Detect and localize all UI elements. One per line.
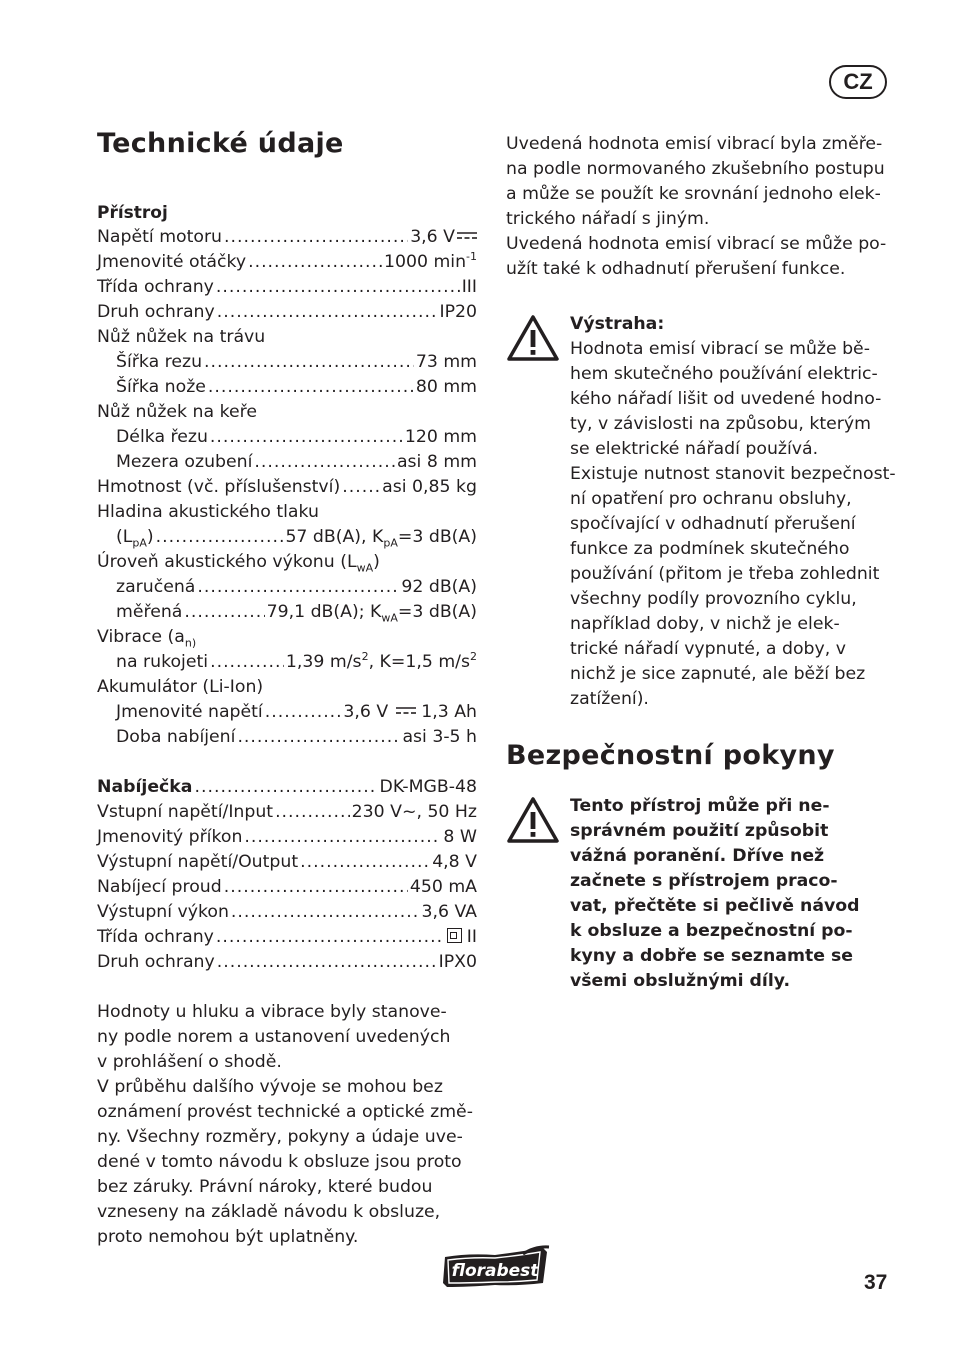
spec-value: asi 8 mm bbox=[396, 452, 477, 472]
spec-value: II bbox=[447, 925, 477, 950]
warning-triangle-icon bbox=[506, 314, 560, 362]
device-heading: Přístroj bbox=[97, 203, 168, 223]
spec-value: IP20 bbox=[439, 302, 477, 322]
spec-label: Jmenovité otáčky bbox=[97, 252, 247, 272]
shrub-blade-heading: Nůž nůžek na keře bbox=[97, 402, 257, 422]
sound-pressure-heading: Hladina akustického tlaku bbox=[97, 502, 319, 522]
spec-row-cut-length bbox=[97, 425, 477, 450]
safety-text: Tento přístroj může při ne- správném použití způsobit vážná poranění. Dříve než začnete s přístrojem praco- vat, přečtěte si pečlivě návod k obsluze a bezpečnostní po- kyny a dobře se seznamte se všemi obslužnými díly. bbox=[570, 796, 860, 991]
spec-label: Druh ochrany bbox=[97, 302, 215, 322]
spec-row-measured bbox=[97, 600, 477, 625]
spec-value: 57 dB(A), $K_{pA}=3$ dB(A) bbox=[285, 527, 477, 550]
spec-row-charging-current bbox=[97, 875, 477, 900]
spec-label: Šířka nože bbox=[116, 377, 206, 397]
spec-label: zaručená bbox=[116, 577, 196, 597]
sound-power-heading: Úroveň akustického výkonu $(L_{wA})$ bbox=[97, 552, 380, 575]
spec-label: Jmenovitý příkon bbox=[97, 827, 243, 847]
spec-value: 120 mm bbox=[404, 427, 477, 447]
safety-title: Bezpečnostní pokyny bbox=[506, 740, 835, 771]
conformity-paragraph: Hodnoty u hluku a vibrace byly stanove- ny podle norem a ustanovení uvedených v prohlášení o shodě. bbox=[97, 1002, 451, 1072]
spec-label: Třída ochrany bbox=[97, 927, 214, 947]
spec-label: Doba nabíjení bbox=[116, 727, 236, 747]
spec-row-tooth-gap bbox=[97, 450, 477, 475]
spec-value: DK-MGB-48 bbox=[379, 777, 477, 797]
spec-value: III bbox=[461, 277, 477, 297]
language-code: CZ bbox=[843, 69, 873, 94]
vibration-estimate-paragraph: Uvedená hodnota emisí vibrací se může po- užít také k odhadnutí přerušení funkce. bbox=[506, 234, 887, 279]
spec-row-handle-vibration bbox=[97, 650, 477, 675]
spec-value: asi 3-5 h bbox=[402, 727, 477, 747]
spec-label: na rukojeti bbox=[116, 652, 209, 672]
spec-row-output-voltage bbox=[97, 850, 477, 875]
spec-row-output-power bbox=[97, 900, 477, 925]
battery-heading: Akumulátor (Li-Ion) bbox=[97, 677, 264, 697]
spec-row-rated-input bbox=[97, 825, 477, 850]
language-badge bbox=[829, 65, 887, 99]
spec-value: 3,6 VA bbox=[421, 902, 477, 922]
vibration-warning-block bbox=[506, 312, 896, 712]
right-column bbox=[506, 132, 896, 994]
disclaimer-paragraph: V průběhu dalšího vývoje se mohou bez oznámení provést technické a optické změ- ny. Všechny rozměry, pokyny a údaje uve- dené v tomto návodu k obsluze jsou proto bez záruky. Právní nároky, které budou vzneseny na základě návodu k obsluze, proto nemohou být uplatněny. bbox=[97, 1077, 473, 1247]
spec-value: asi 0,85 kg bbox=[382, 477, 477, 497]
page-number: 37 bbox=[864, 1271, 888, 1294]
spec-value: 450 mA bbox=[409, 877, 477, 897]
spec-label: Vstupní napětí/Input bbox=[97, 802, 274, 822]
spec-row-rated-speed bbox=[97, 250, 477, 275]
spec-row-charger-ip bbox=[97, 950, 477, 975]
spec-row-motor-voltage bbox=[97, 225, 477, 250]
spec-value: 1,39 $m/s^2$, K=1,5 $m/s^2$ bbox=[285, 650, 477, 672]
spec-value: 1000 $\min^{-1}$ bbox=[383, 250, 477, 272]
spec-list bbox=[97, 202, 477, 1250]
warning-triangle-icon bbox=[506, 796, 560, 844]
spec-row-input-voltage bbox=[97, 800, 477, 825]
vibration-heading: Vibrace ($a_{n)}$ bbox=[97, 627, 197, 650]
florabest-logo bbox=[439, 1245, 551, 1291]
spec-row-charge-time bbox=[97, 725, 477, 750]
vibration-emission-paragraph: Uvedená hodnota emisí vibrací byla změře- na podle normovaného zkušebního postupu a může se použít ke srovnání jednoho elek- trického nářadí s jiným. bbox=[506, 134, 885, 229]
spec-row-charger bbox=[97, 775, 477, 800]
technical-data-column bbox=[97, 122, 477, 1250]
spec-value: 3,6 V 1,3 Ah bbox=[343, 702, 477, 722]
spec-row-protection-class bbox=[97, 275, 477, 300]
spec-value: 92 dB(A) bbox=[401, 577, 477, 597]
spec-label: Délka řezu bbox=[116, 427, 208, 447]
safety-warning-block bbox=[506, 794, 890, 994]
spec-label: Hmotnost (vč. příslušenství) bbox=[97, 477, 341, 497]
spec-value: 73 mm bbox=[415, 352, 477, 372]
spec-label: Napětí motoru bbox=[97, 227, 223, 247]
spec-label: měřená bbox=[116, 602, 183, 622]
warning-text: Hodnota emisí vibrací se může bě- hem skutečného používání elektric- kého nářadí lišit od uvedené hodno- ty, v závislosti na způsobu, kterým se elektrické nářadí používá. Existuje nutnost stanovit bezpečnost- ní opatření pro ochranu obsluhy, spočívající v odhadnutí přerušení funkce za podmínek skutečného používání (přitom je třeba zohlednit všechny podíly provozního cyklu, například doby, v nichž je elek- trické nářadí vypnuté, a doby, v nichž je sice zapnuté, ale běží bez zatížení). bbox=[570, 339, 896, 709]
spec-row-battery-voltage bbox=[97, 700, 477, 725]
spec-row-charger-class bbox=[97, 925, 477, 950]
logo-text: florabest bbox=[451, 1261, 539, 1281]
spec-value: IPX0 bbox=[438, 952, 477, 972]
warning-heading: Výstraha: bbox=[570, 314, 665, 334]
dc-symbol-icon bbox=[396, 706, 416, 716]
double-insulation-icon bbox=[447, 928, 462, 943]
spec-row-cut-width bbox=[97, 350, 477, 375]
spec-label: Výstupní výkon bbox=[97, 902, 229, 922]
spec-label: Jmenovité napětí bbox=[116, 702, 263, 722]
dc-symbol-icon bbox=[457, 231, 477, 241]
spec-label: Druh ochrany bbox=[97, 952, 215, 972]
spec-label: $(L_{pA})$ bbox=[116, 527, 154, 550]
spec-value: 79,1 dB(A); $K_{wA}=3$ dB(A) bbox=[266, 602, 477, 625]
spec-row-weight bbox=[97, 475, 477, 500]
technical-data-title: Technické údaje bbox=[97, 128, 344, 159]
spec-row-guaranteed bbox=[97, 575, 477, 600]
spec-row-protection-type bbox=[97, 300, 477, 325]
spec-label: Třída ochrany bbox=[97, 277, 214, 297]
spec-value: 3,6 V bbox=[410, 225, 477, 250]
spec-label: Šířka rezu bbox=[116, 352, 203, 372]
spec-value: 230 V~, 50 Hz bbox=[351, 802, 477, 822]
spec-value: 80 mm bbox=[415, 377, 477, 397]
spec-label: Mezera ozubení bbox=[116, 452, 253, 472]
spec-row-blade-width bbox=[97, 375, 477, 400]
grass-blade-heading: Nůž nůžek na trávu bbox=[97, 327, 266, 347]
spec-value: 8 W bbox=[443, 827, 477, 847]
charger-heading: Nabíječka bbox=[97, 777, 193, 797]
spec-label: Nabíjecí proud bbox=[97, 877, 222, 897]
spec-row-sound-pressure bbox=[97, 525, 477, 550]
spec-label: Výstupní napětí/Output bbox=[97, 852, 299, 872]
spec-value: 4,8 V bbox=[432, 852, 477, 872]
